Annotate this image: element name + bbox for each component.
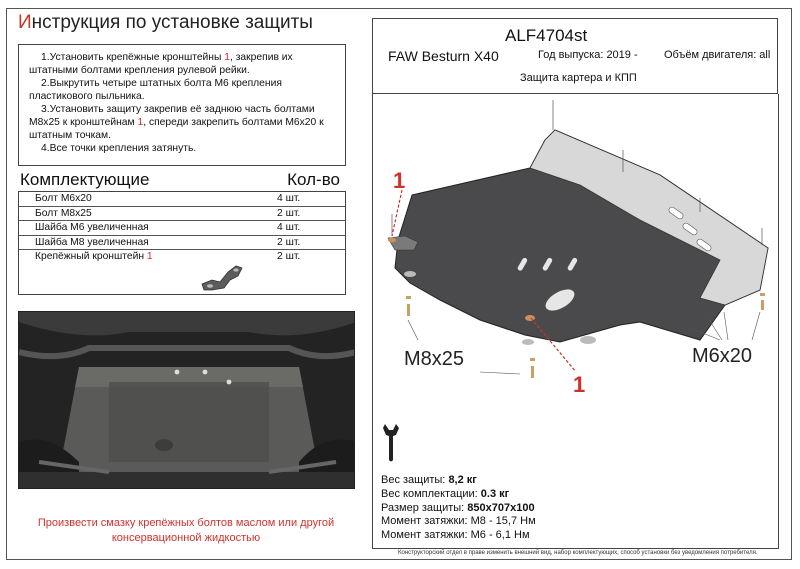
callout-bracket-num-2: 1 (573, 372, 586, 397)
instruction-step: 2.Выкрутить четыре штатных болта М6 крепления пластикового пыльника. (29, 78, 282, 102)
engine-volume: Объём двигателя: all (664, 49, 771, 61)
disclaimer-footnote: Конструкторский отдел в праве изменить внешний вид, набор комплектующих, способ установки без уведомления потребителя. (398, 550, 758, 556)
kit-row: Болт М8х25 2 шт. (19, 207, 345, 222)
kit-row: Шайба М6 увеличенная 4 шт. (19, 221, 345, 236)
lubrication-note: Произвести смазку крепёжных болтов маслом или другой консервационной жидкостью (37, 517, 335, 544)
installation-photo (18, 311, 355, 489)
spec-torque-m6: Момент затяжки: М6 - 6,1 Нм (381, 529, 530, 542)
spec-weight: Вес защиты: 8,2 кг (381, 474, 477, 486)
product-description: Защита картера и КПП (520, 72, 637, 84)
skid-plate-drawing (373, 95, 778, 415)
kit-row: Болт М6х20 4 шт. (19, 192, 345, 207)
kit-row: Шайба М8 увеличенная 2 шт. (19, 236, 345, 251)
specs-list (381, 474, 536, 543)
kit-qty-heading: Кол-во (287, 170, 340, 189)
instruction-step: 3.Установить защиту закрепив её заднюю часть болтами М8х25 к кронштейнам 1, спереди закрепить болтами М6х20 к штатным точкам. (29, 104, 324, 141)
callout-bracket-num-1: 1 (393, 168, 406, 193)
frame-line (778, 94, 779, 548)
wrench-icon (380, 422, 404, 464)
callout-m8x25: M8x25 (404, 348, 465, 370)
spec-size: Размер защиты: 850х707х100 (381, 501, 535, 514)
spec-torque-m8: Момент затяжки: М8 - 15,7 Нм (381, 515, 536, 528)
spec-kit-weight: Вес комплектации: 0.3 кг (381, 487, 510, 500)
car-model: FAW Besturn X40 (388, 48, 499, 64)
frame-line (372, 548, 779, 549)
kit-table (18, 191, 346, 295)
instruction-step: 1.Установить крепёжные кронштейны 1, закрепив их штатными болтами крепления рулевой рейки. (29, 52, 293, 76)
bracket-drawing (198, 258, 246, 294)
model-year: Год выпуска: 2019 - (538, 49, 638, 61)
page-title: Инструкция по установке защиты (18, 12, 313, 33)
instruction-step: 4.Все точки крепления затянуть. (41, 143, 197, 154)
callout-m6x20: M6x20 (692, 345, 753, 367)
article-number: ALF4704st (505, 26, 588, 45)
kit-row: Крепёжный кронштейн 1 2 шт. (35, 251, 301, 262)
instructions-box (18, 44, 346, 166)
kit-heading: Комплектующие Кол-во (20, 170, 340, 189)
